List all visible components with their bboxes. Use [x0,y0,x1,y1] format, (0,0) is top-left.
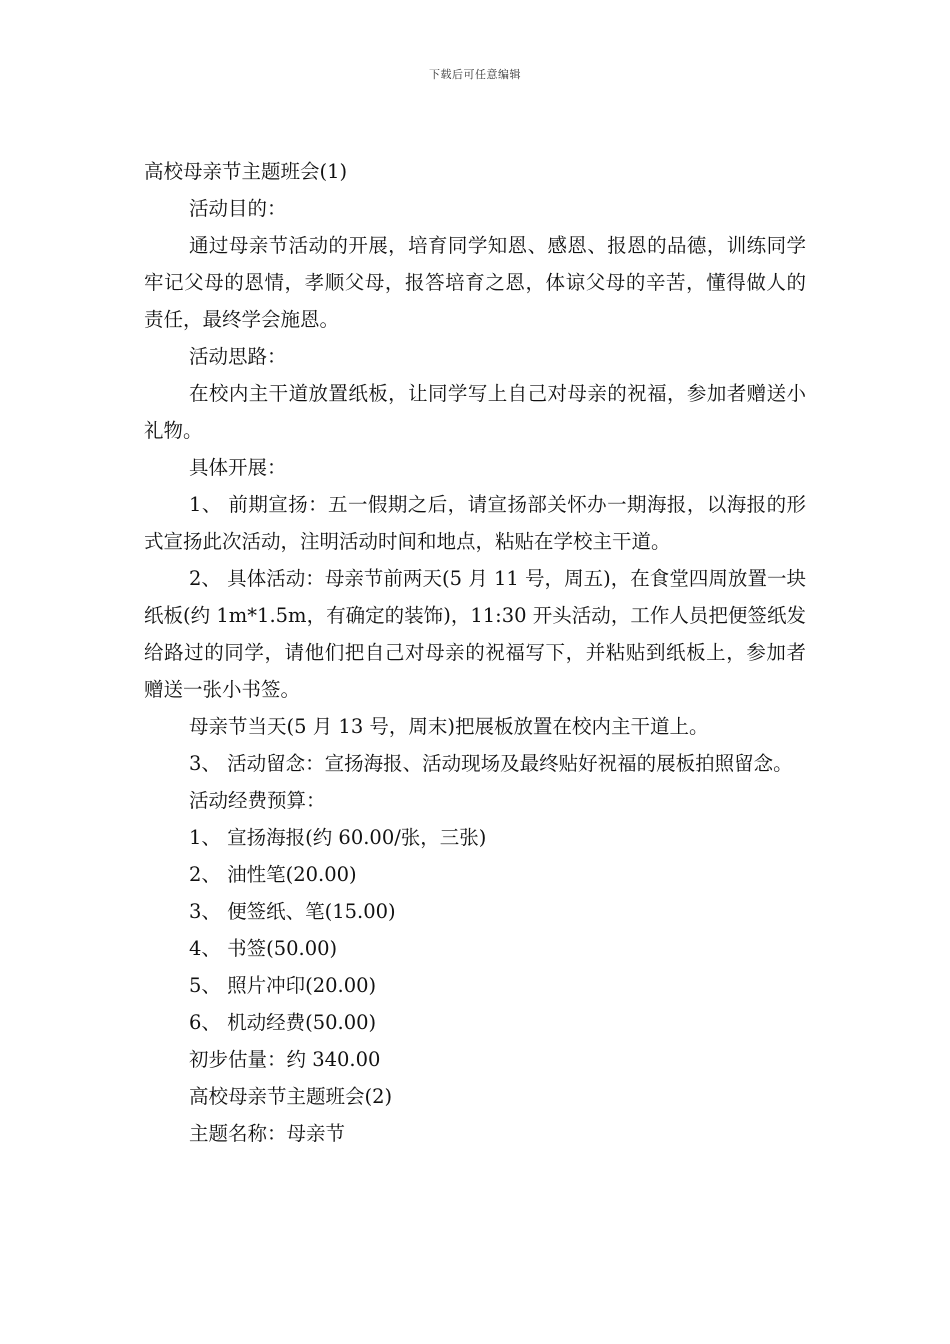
idea-heading: 活动思路： [189,345,287,368]
budget-estimate: 初步估量：约 340.00 [189,1048,381,1071]
budget-item-3: 3、 便签纸、笔(15.00) [189,900,396,923]
budget-item-2: 2、 油性笔(20.00) [189,863,357,886]
purpose-paragraph: 通过母亲节活动的开展，培育同学知恩、感恩、报恩的品德，训练同学牢记父母的恩情，孝顺父母，报答培育之恩，体谅父母的辛苦，懂得做人的责任，最终学会施恩。 [144,234,806,331]
plan-item-3: 3、 活动留念：宣扬海报、活动现场及最终贴好祝福的展板拍照留念。 [189,752,793,775]
purpose-heading: 活动目的： [189,197,287,220]
plan-item-mothers-day: 母亲节当天(5 月 13 号，周末)把展板放置在校内主干道上。 [189,715,709,738]
budget-item-5: 5、 照片冲印(20.00) [189,974,377,997]
page-header-note: 下载后可任意编辑 [429,68,521,81]
budget-item-1: 1、 宣扬海报(约 60.00/张，三张) [189,826,487,849]
plan-item-2: 2、 具体活动：母亲节前两天(5 月 11 号，周五)，在食堂四周放置一块纸板(约 1m*1.5m，有确定的装饰)，11:30 开头活动，工作人员把便签纸发给路过的同学，请他们把自己对母亲的祝福写下，并粘贴到纸板上，参加者赠送一张小书签。 [144,567,806,701]
idea-paragraph: 在校内主干道放置纸板，让同学写上自己对母亲的祝福，参加者赠送小礼物。 [144,382,806,442]
budget-item-6: 6、 机动经费(50.00) [189,1011,377,1034]
budget-item-4: 4、 书签(50.00) [189,937,338,960]
document-body [144,153,806,1152]
theme-name: 主题名称：母亲节 [189,1122,346,1145]
document-title-1: 高校母亲节主题班会(1) [144,160,348,183]
plan-item-1: 1、 前期宣扬：五一假期之后，请宣扬部关怀办一期海报，以海报的形式宣扬此次活动，注明活动时间和地点，粘贴在学校主干道。 [144,493,806,553]
budget-heading: 活动经费预算： [189,789,326,812]
plan-heading: 具体开展： [189,456,287,479]
document-title-2: 高校母亲节主题班会(2) [189,1085,393,1108]
